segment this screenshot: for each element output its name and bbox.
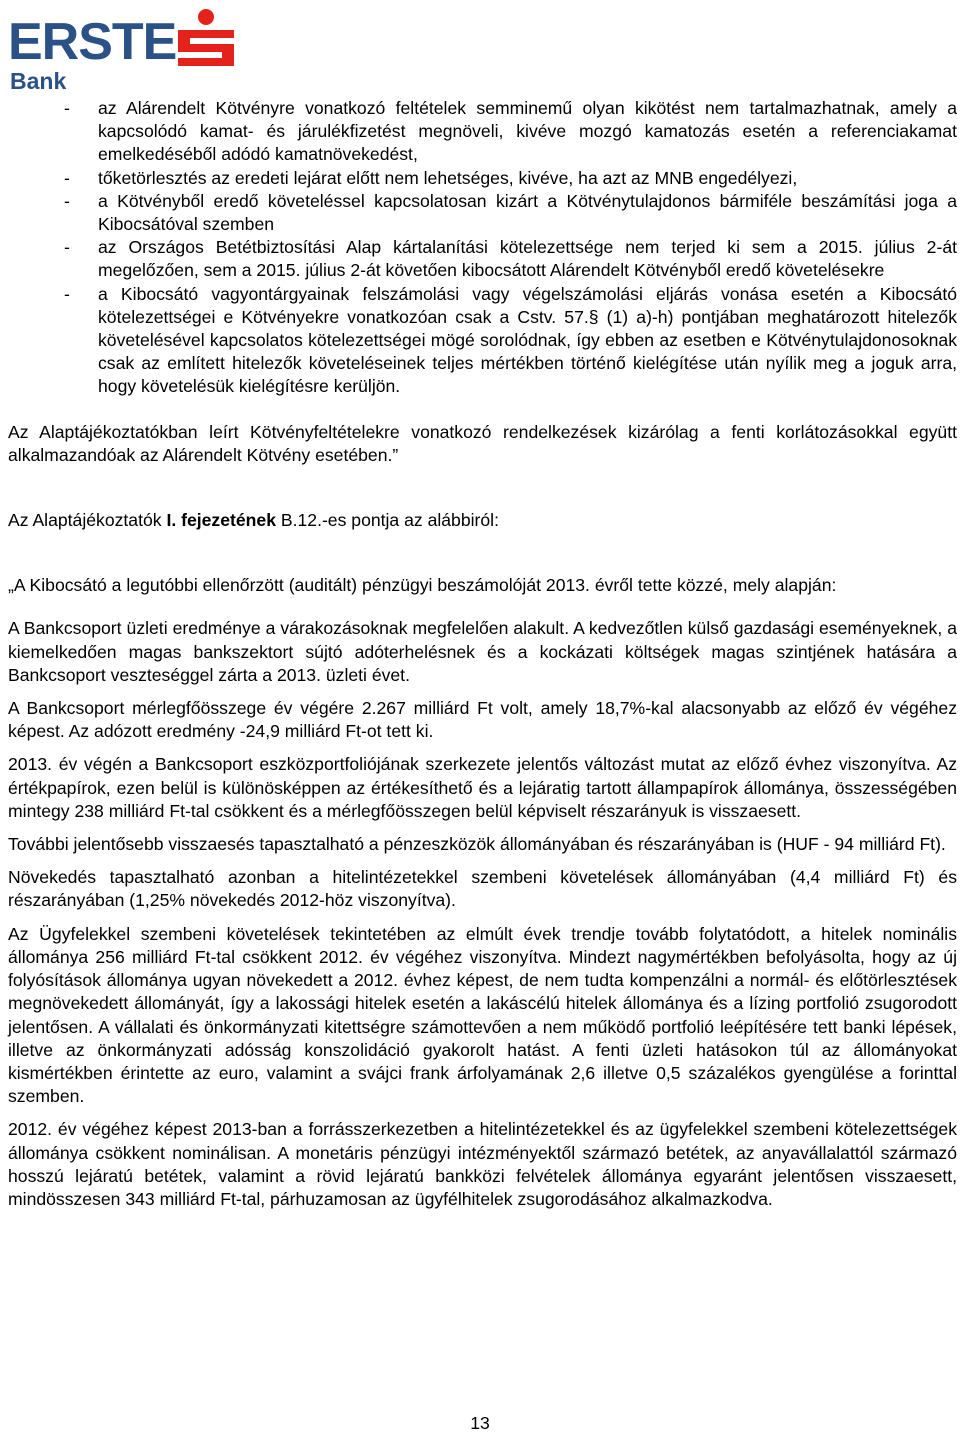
bullet-dash: - bbox=[64, 283, 70, 304]
body-paragraph: 2013. év végén a Bankcsoport eszközportfoliójának szerkezete jelentős változást mutat az előző évhez viszonyítva. Az értékpapírok, ezen belül is különösképpen az értékesíthető és a lejáratig tartott állampapírok állománya, összességében mintegy 238 milliárd Ft-tal csökkent és a mérlegfőösszegen belül képviselt részarányuk is visszaesett. bbox=[8, 754, 957, 821]
section-heading-prefix: Az Alaptájékoztatók bbox=[8, 510, 167, 531]
bullet-item bbox=[8, 97, 957, 167]
bullet-text: a Kibocsátó vagyontárgyainak felszámolási vagy végelszámolási eljárás vonása esetén a Kibocsátó kötelezettségei e Kötvényekre vonatkozóan csak a Cstv. 57.§ (1) a)-h) pontjában meghatározott hitelezők követelésével kapcsolatos kötelezettségei mögé sorolódnak, így ebben az esetben e Kötvénytulajdonosoknak csak az említett hitelezők követeléseinek teljes mértékben történő kielégítése után nyílik meg a joguk arra, hogy követelésük kielégítésre kerüljön. bbox=[98, 283, 957, 397]
section-heading bbox=[8, 509, 957, 532]
bullet-text: az Alárendelt Kötvényre vonatkozó feltételek semminemű olyan kikötést nem tartalmazhatnak, amely a kapcsolódó kamat- és járulékfizetést megnöveli, kivéve mozgó kamatozás esetén a referenciakamat emelkedéséből adódó kamatnövekedést, bbox=[98, 98, 957, 165]
body-paragraph: A Bankcsoport üzleti eredménye a várakozásoknak megfelelően alakult. A kedvezőtlen külső gazdasági eseményeknek, a kiemelkedően magas bankszektort sújtó adóterhelésnek és a kockázati költségek magas szintjének hatására a Bankcsoport veszteséggel zárta a 2013. üzleti évet. bbox=[8, 618, 957, 685]
body-paragraph: Az Ügyfelekkel szembeni követelések tekintetében az elmúlt évek trendje tovább folytatódott, a hitelek nominális állománya 256 milliárd Ft-tal csökkent 2012. év végéhez viszonyítva. Mindezt nagymértékben befolyásolta, hogy az új folyósítások állománya ugyan növekedett a 2012. évhez képest, de nem tudta kompenzálni a normál- és előtörlesztések megnövekedett állományát, így a lakossági hitelek esetén a lakáscélú hitelek állománya és a lízing portfolió zsugorodott jelentősen. A vállalati és önkormányzati kitettségre számottevően a nem működő portfolió leépítésére tett banki lépések, illetve az önkormányzati adósság konszolidáció gyakorolt hatást. A fenti üzleti hatásokon túl az állományokat kismértékben érintette az euro, valamint a svájci frank árfolyamának 2,6 illetve 0,5 százalékos gyengülése a forinttal szemben. bbox=[8, 923, 957, 1107]
restriction-paragraph: Az Alaptájékoztatókban leírt Kötvényfeltételekre vonatkozó rendelkezések kizárólag a fenti korlátozásokkal együtt alkalmazandóak az Alárendelt Kötvény esetében.” bbox=[8, 421, 957, 465]
bullet-item bbox=[8, 236, 957, 282]
body-paragraph: 2012. év végéhez képest 2013-ban a forrásszerkezetben a hitelintézetekkel és az ügyfelekkel szembeni kötelezettségek állománya csökkent nominálisan. A monetáris pénzügyi intézményektől származó betétek, az anyavállalattól származó hosszú lejáratú betétek, valamint a rövid lejáratú bankközi felvételek állománya egyaránt jelentősen visszaesett, mindösszesen 343 milliárd Ft-tal, párhuzamosan az ügyfélhitelek zsugorodásához alkalmazkodva. bbox=[8, 1119, 957, 1209]
bullet-text: tőketörlesztés az eredeti lejárat előtt nem lehetséges, kivéve, ha azt az MNB engedélyezi, bbox=[98, 167, 798, 188]
bullet-dash: - bbox=[64, 98, 70, 118]
erste-s-symbol-icon bbox=[174, 8, 238, 70]
body-paragraph: További jelentősebb visszaesés tapasztalható a pénzeszközök állományában és részarányában is (HUF - 94 milliárd Ft). bbox=[8, 834, 946, 855]
bullet-item bbox=[8, 190, 957, 236]
bullet-dash: - bbox=[64, 190, 70, 211]
body-paragraph: Növekedés tapasztalható azonban a hitelintézetekkel szembeni követelések állományában (4,4 milliárd Ft) és részarányában (1,25% növekedés 2012-höz viszonyítva). bbox=[8, 867, 957, 911]
bullet-text: a Kötvényből eredő követeléssel kapcsolatosan kizárt a Kötvénytulajdonos bármiféle beszámítási joga a Kibocsátóval szemben bbox=[98, 190, 957, 235]
bullet-dash: - bbox=[64, 167, 70, 188]
bullet-item bbox=[8, 283, 957, 399]
logo-wordmark: ERSTE bbox=[8, 13, 177, 71]
body-paragraph: A Bankcsoport mérlegfőösszege év végére 2.267 milliárd Ft volt, amely 18,7%-kal alacsonyabb az előző év végéhez képest. Az adózott eredmény -24,9 milliárd Ft-ot tett ki. bbox=[8, 698, 957, 742]
section-heading-suffix: B.12.-es pontja az alábbiról: bbox=[275, 510, 499, 531]
erste-bank-logo bbox=[8, 4, 238, 94]
bullet-item bbox=[8, 167, 957, 190]
quote-intro-paragraph: „A Kibocsátó a legutóbbi ellenőrzött (auditált) pénzügyi beszámolóját 2013. évről tette közzé, mely alapján: bbox=[8, 575, 837, 596]
bullet-text: az Országos Betétbiztosítási Alap kártalanítási kötelezettsége nem terjed ki sem a 2015. július 2-át megelőzően, sem a 2015. július 2-át követően kibocsátott Alárendelt Kötvényből eredő követelésekre bbox=[98, 237, 957, 281]
section-heading-bold: I. fejezetének bbox=[166, 510, 276, 531]
bullet-dash: - bbox=[64, 237, 70, 258]
logo-subtitle: Bank bbox=[10, 68, 67, 94]
document-body bbox=[8, 97, 957, 1211]
page-number: 13 bbox=[470, 1413, 490, 1433]
